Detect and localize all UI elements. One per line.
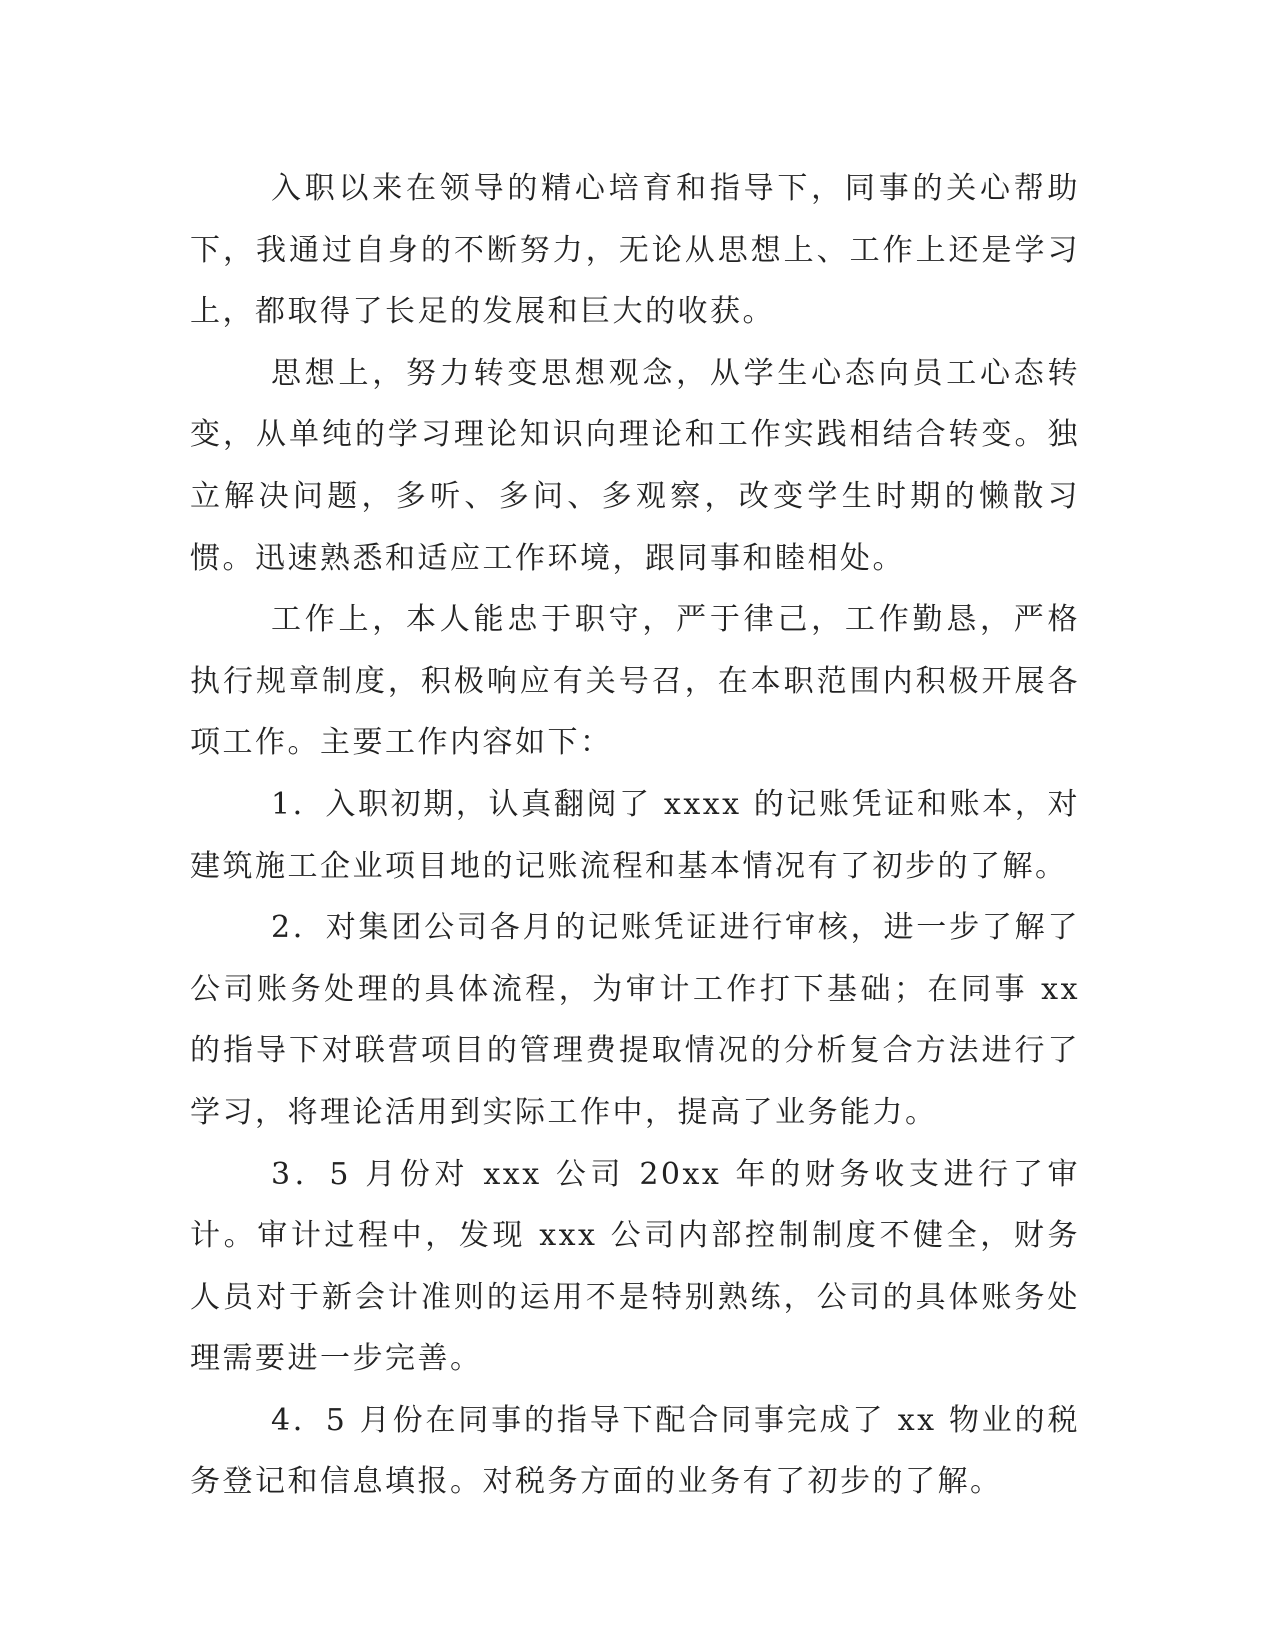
list-item-2: 2．对集团公司各月的记账凭证进行审核，进一步了解了公司账务处理的具体流程，为审计工作打下基础；在同事 xx 的指导下对联营项目的管理费提取情况的分析复合方法进行了学习，将理论活用到实际工作中，提高了业务能力。 [190, 910, 1080, 1130]
document-body [190, 158, 1080, 1513]
list-item-4: 4．5 月份在同事的指导下配合同事完成了 xx 物业的税务登记和信息填报。对税务方面的业务有了初步的了解。 [190, 1402, 1080, 1500]
list-item-1: 1．入职初期，认真翻阅了 xxxx 的记账凭证和账本，对建筑施工企业项目地的记账流程和基本情况有了初步的了解。 [190, 786, 1080, 884]
list-item-3: 3．5 月份对 xxx 公司 20xx 年的财务收支进行了审计。审计过程中，发现 xxx 公司内部控制制度不健全，财务人员对于新会计准则的运用不是特别熟练，公司的具体账务处理需要进一步完善。 [190, 1156, 1080, 1377]
paragraph-intro: 入职以来在领导的精心培育和指导下，同事的关心帮助下，我通过自身的不断努力，无论从思想上、工作上还是学习上，都取得了长足的发展和巨大的收获。 [190, 171, 1080, 330]
paragraph-thought: 思想上，努力转变思想观念，从学生心态向员工心态转变，从单纯的学习理论知识向理论和工作实践相结合转变。独立解决问题，多听、多问、多观察，改变学生时期的懒散习惯。迅速熟悉和适应工作环境，跟同事和睦相处。 [190, 355, 1080, 576]
paragraph-work: 工作上，本人能忠于职守，严于律己，工作勤恳，严格执行规章制度，积极响应有关号召，在本职范围内积极开展各项工作。主要工作内容如下： [190, 602, 1080, 761]
